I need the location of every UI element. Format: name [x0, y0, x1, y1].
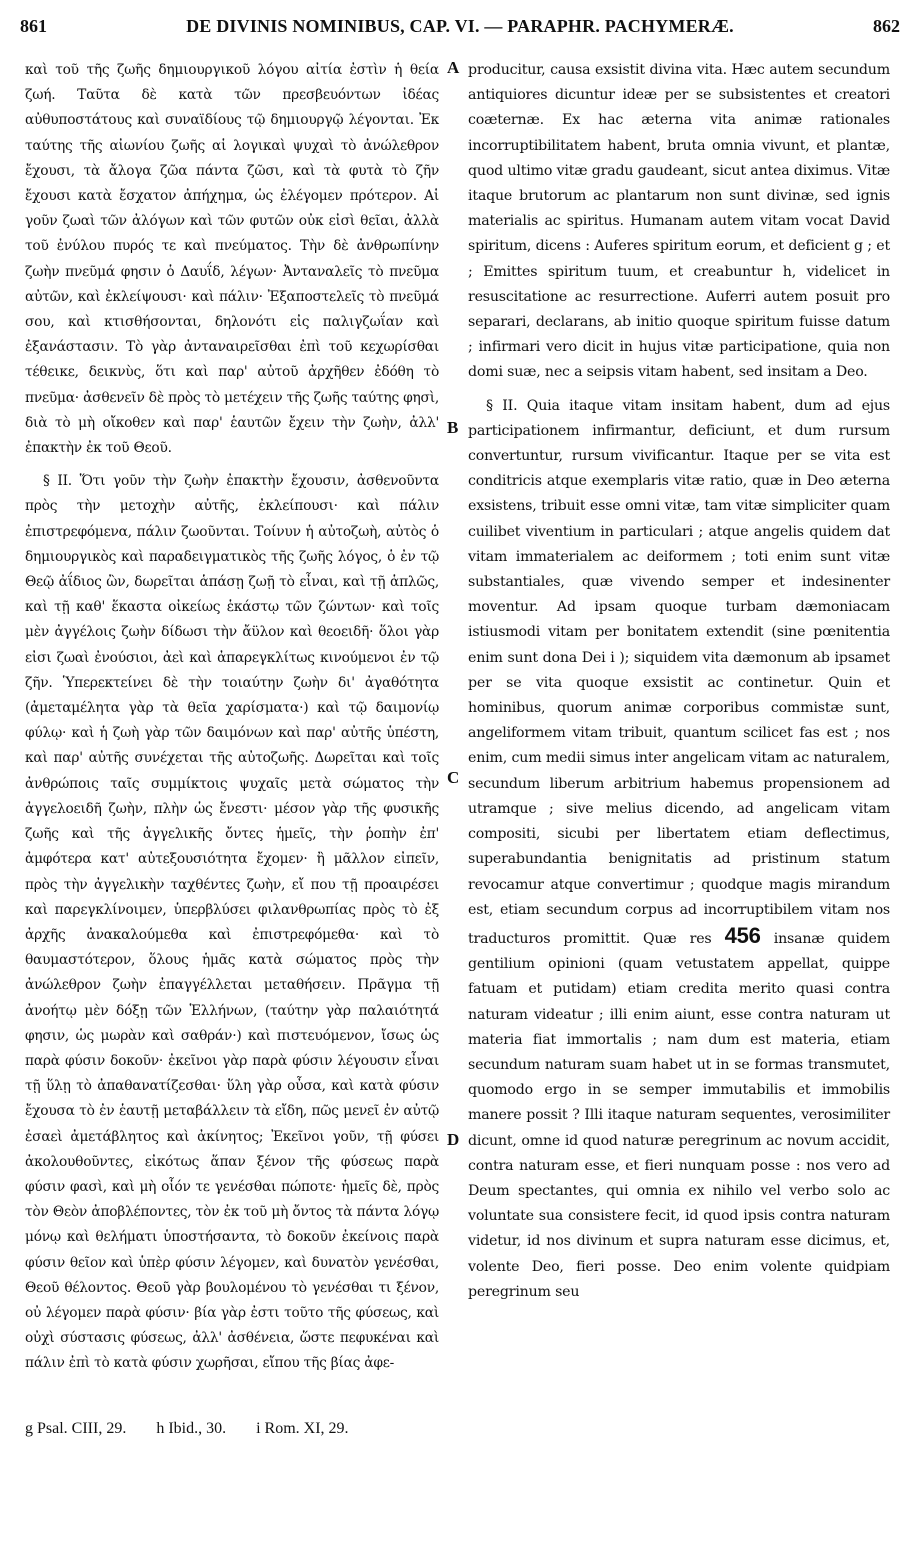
footnotes: [25, 1420, 445, 1438]
margin-marker-a: A: [447, 58, 460, 77]
margin-marker-d: D: [447, 1130, 460, 1149]
latin-paragraph-2-end: insanæ quidem gentilium opinioni (quam vetustatem appellat, quippe fatuam et putidam) etiam credita merito quasi contra naturam videatur ; illi enim aiunt, esse contra naturam ut materia fiat immortalis ; nam dum est materia, etiam secundum naturam suam habet ut in se formas transmutet, quomodo ergo in se semper immutabilis et immobilis manere possit ? Illi itaque naturam sequentes, verosimiliter dicunt, omne id quod naturæ peregrinum ac novum accidit, contra naturam esse, et fieri nunquam posse : nos vero ad Deum spectantes, qui omnia ex nihilo vel verbo solo ac voluntate sua consistere fecit, id quod ipsis contra naturam videtur, id nos divinum et supra naturam esse dicimus, et, volente Deo, fieri posse. Deo enim volente quidpiam peregrinum seu: [468, 930, 890, 1300]
greek-paragraph-1: καὶ τοῦ τῆς ζωῆς δημιουργικοῦ λόγου αἰτία ἐστὶν ἡ θεία ζωή. Ταῦτα δὲ κατὰ τῶν πρεσβευόντων ἰδέας αὐθυποστάτους καὶ συναϊδίους τῷ δημιουργῷ λέγονται. Ἐκ ταύτης τῆς αἰωνίου ζωῆς αἱ λογικαὶ ψυχαὶ τὸ ἀνώλεθρον ἔχουσι, τὰ ἄλογα ζῶα πάντα ζῶσι, καὶ τὰ φυτὰ τὸ ζῆν ἔχουσι κατὰ ἔσχατον ἀπήχημα, ὡς ἐλέγομεν πρότερον. Αἱ γοῦν ζωαὶ τῶν ἀλόγων καὶ τῶν φυτῶν οὐκ εἰσὶ θεῖαι, ἀλλὰ τοῦ ἐνύλου πυρός τε καὶ πνεύματος. Τὴν δὲ ἀνθρωπίνην ζωὴν πνεῦμά φησιν ὁ Δαυΐδ, λέγων· Ἀνταναλεῖς τὸ πνεῦμα αὐτῶν, καὶ ἐκλείψουσι· καὶ πάλιν· Ἐξαποστελεῖς τὸ πνεῦμά σου, καὶ κτισθήσονται, δηλονότι εἰς παλιγζωΐαν καὶ ἐξανάστασιν. Τὸ γὰρ ἀνταναιρεῖσθαι ἐπὶ τοῦ κεχωρίσθαι τέθεικε, δεικνὺς, ὅτι καὶ παρ' αὐτοῦ ἀρχῆθεν ἐδόθη τὸ πνεῦμα· ἀσθενεῖν δὲ πρὸς τὸ μετέχειν τῆς ζωῆς ταύτης φησὶ, διὰ τὸ μὴ οἴκοθεν καὶ παρ' ἑαυτῶν ἔχειν τὴν ζωὴν, ἀλλ' ἐπακτὴν ἐκ τοῦ Θεοῦ.: [25, 62, 439, 457]
latin-paragraph-2: [468, 394, 890, 1305]
greek-column: [25, 58, 439, 1377]
latin-column: [468, 58, 890, 1305]
footnote-i: i Rom. XI, 29.: [256, 1420, 349, 1437]
footnote-h: h Ibid., 30.: [156, 1420, 227, 1437]
page-number-left: 861: [20, 16, 47, 36]
running-title: DE DIVINIS NOMINIBUS, CAP. VI. — PARAPHR. PACHYMERÆ.: [186, 16, 734, 36]
latin-paragraph-2-start: § II. Quia itaque vitam insitam habent, dum ad ejus participationem infirmantur, deficiunt, et dum rursum convertuntur, rursum vivificantur. Itaque per se vita est conditricis atque exemplaris vitæ ratio, quæ in Deo æterna exsistens, tribuit esse omni vitæ, tam vitæ simpliciter quam cuilibet viventium in particulari ; atque angelis quidem dat vitam immaterialem ac deiformem ; toti enim sunt vitæ substantiales, quæ vivendo semper et indesinenter moventur. Ad ipsam quoque turbam dæmoniacam istiusmodi vitam per bonitatem extendit (sine pœnitentia enim sunt dona Dei i ); siquidem vita dæmonum ab ipsamet per se vita quoque exsistit ac continetur. Quin et hominibus, quorum animæ corporibus commistæ sunt, angeliformem vitam tribuit, quantum scilicet fas est ; nos enim, cum medii simus inter angelicam vitam ac naturalem, secundum liberum arbitrium habemus propensionem ad utramque ; sive melius dicendo, ad angelicam vitam compositi, sicubi per libertatem etiam deflectimus, superabundantia benignitatis ad pristinum statum revocamur atque convertimur ; quodque magis mirandum est, etiam secundum corpus ad incorruptibilem vitam nos traducturos promittit. Quæ res: [468, 397, 890, 947]
edition-page-number: 456: [724, 922, 761, 948]
running-header: [20, 6, 900, 40]
margin-marker-c: C: [447, 768, 460, 787]
page-number-right: 862: [873, 16, 900, 36]
greek-paragraph-2: § II. Ὅτι γοῦν τὴν ζωὴν ἐπακτὴν ἔχουσιν, ἀσθενοῦντα πρὸς τὴν μετοχὴν αὐτῆς, ἐκλείπουσι· καὶ πάλιν ἐπιστρεφόμενα, πάλιν ζωοῦνται. Τοίνυν ἡ αὐτοζωὴ, αὐτὸς ὁ δημιουργικὸς καὶ παραδειγματικὸς τῆς ζωῆς λόγος, ὁ ἐν τῷ Θεῷ ἀΐδιος ὢν, δωρεῖται ἁπάσῃ ζωῇ τὸ εἶναι, καὶ τῇ ἁπλῶς, καὶ τῇ καθ' ἕκαστα οἰκείως ἑκάστῳ τῶν ζώντων· καὶ τοῖς μὲν ἀγγέλοις ζωὴν δίδωσι τὴν ἄϋλον καὶ θεοειδῆ· ὅλοι γὰρ εἰσι ζωαὶ ἐνούσιοι, ἀεὶ καὶ ἀπαρεγκλίτως κινούμενοι ἐν τῷ ζῆν. Ὑπερεκτείνει δὲ τὴν τοιαύτην ζωὴν δι' ἀγαθότητα (ἀμεταμέλητα γὰρ τὰ θεῖα χαρίσματα·) καὶ τῷ δαιμονίῳ φύλῳ· καὶ ἡ ζωὴ γὰρ τῶν δαιμόνων καὶ παρ' αὐτῆς ὑπέστη, καὶ παρ' αὐτῆς συνέχεται τῆς αὐτοζωῆς. Δωρεῖται καὶ τοῖς ἀνθρώποις ταῖς συμμίκτοις ψυχαῖς μετὰ σώματος τὴν ἀγγελοειδῆ ζωὴν, πλὴν ὡς ἔνεστι· μέσον γὰρ τῆς φυσικῆς ζωῆς καὶ τῆς ἀγγελικῆς ὄντες ἡμεῖς, τὴν ῥοπὴν ἐπ' ἀμφότερα κατ' αὐτεξουσιότητα ἔχομεν· ἢ μᾶλλον εἰπεῖν, πρὸς τὴν ἀγγελικὴν ταχθέντες ζωὴν, εἴ που τῇ προαιρέσει καὶ παρεγκλίνοιμεν, ὑπερβλύσει φιλανθρωπίας πρὸς τὸ ἐξ ἀρχῆς ἀνακαλούμεθα καὶ ἐπιστρεφόμεθα· καὶ τὸ θαυμαστότερον, ὅλους ἡμᾶς κατὰ σώματος πρὸς τὴν ἀνώλεθρον ζωὴν ἐπαγγέλλεται μεταθήσειν. Πρᾶγμα τῇ ἀνοήτῳ μὲν δόξῃ τῶν Ἑλλήνων, (ταύτην γὰρ παλαιότητά φησιν, ὡς μωρὰν καὶ σαθράν·) καὶ πιστευόμενον, ἴσως ὡς παρὰ φύσιν δοκοῦν· ἐκεῖνοι γὰρ παρὰ φύσιν λέγουσιν εἶναι τῇ ὕλῃ τὸ ἀπαθανατίζεσθαι· ὕλη γὰρ οὖσα, καὶ κατὰ φύσιν ἔχουσα τὸ ἐν ἑαυτῇ μεταβάλλειν τὰ εἴδη, πῶς μενεῖ ἐν αὐτῷ ἐσαεὶ ἀμετάβλητος καὶ ἀκίνητος; Ἐκεῖνοι γοῦν, τῇ φύσει ἀκολουθοῦντες, εἰκότως ἅπαν ξένον τῆς φύσεως παρὰ φύσιν φασὶ, καὶ μὴ οἷόν τε γενέσθαι πώποτε· ἡμεῖς δὲ, πρὸς τὸν Θεὸν ἀποβλέποντες, τὸν ἐκ τοῦ μὴ ὄντος τὰ πάντα λόγῳ μόνῳ καὶ θελήματι ὑποστήσαντα, τὸ δοκοῦν ἐκείνοις παρὰ φύσιν θεῖον καὶ ὑπὲρ φύσιν λέγομεν, καὶ δυνατὸν γενέσθαι, Θεοῦ θέλοντος. Θεοῦ γὰρ βουλομένου τὸ γενέσθαι τι ξένον, οὐ λέγομεν παρὰ φύσιν· βία γὰρ ἐστι τοῦτο τῆς φύσεως, καὶ οὐχὶ σύστασις φύσεως, ἀλλ' ἀσθένεια, ὥστε πεφυκέναι καὶ πάλιν ἐπὶ τὸ κατὰ φύσιν χωρῆσαι, εἴπου τῆς βίας ἀφε-: [25, 473, 439, 1372]
margin-marker-b: B: [447, 418, 459, 437]
footnote-g: g Psal. CIII, 29.: [25, 1420, 127, 1437]
latin-paragraph-1: producitur, causa exsistit divina vita. Hæc autem secundum antiquiores dicuntur ideæ per se subsistentes et creatori coæternæ. Ex hac æterna vita animæ rationales incorruptibilitatem habent, bruta omnia vivunt, et plantæ, quod ultimo vitæ gradu gaudeant, sicut antea diximus. Vitæ itaque brutorum ac plantarum non sunt divinæ, sed ignis materialis ac spiritus. Humanam autem vitam vocat David spiritum, dicens : Auferes spiritum eorum, et deficient g ; et ; Emittes spiritum tuum, et creabuntur h, videlicet in resuscitatione ac resurrectione. Auferri autem posuit pro separari, declarans, ab initio quoque spiritum fuisse datum ; infirmari vero dicit in hujus vitæ participatione, quia non domi suæ, nec a seipsis vitam habent, sed insitam a Deo.: [468, 62, 890, 381]
